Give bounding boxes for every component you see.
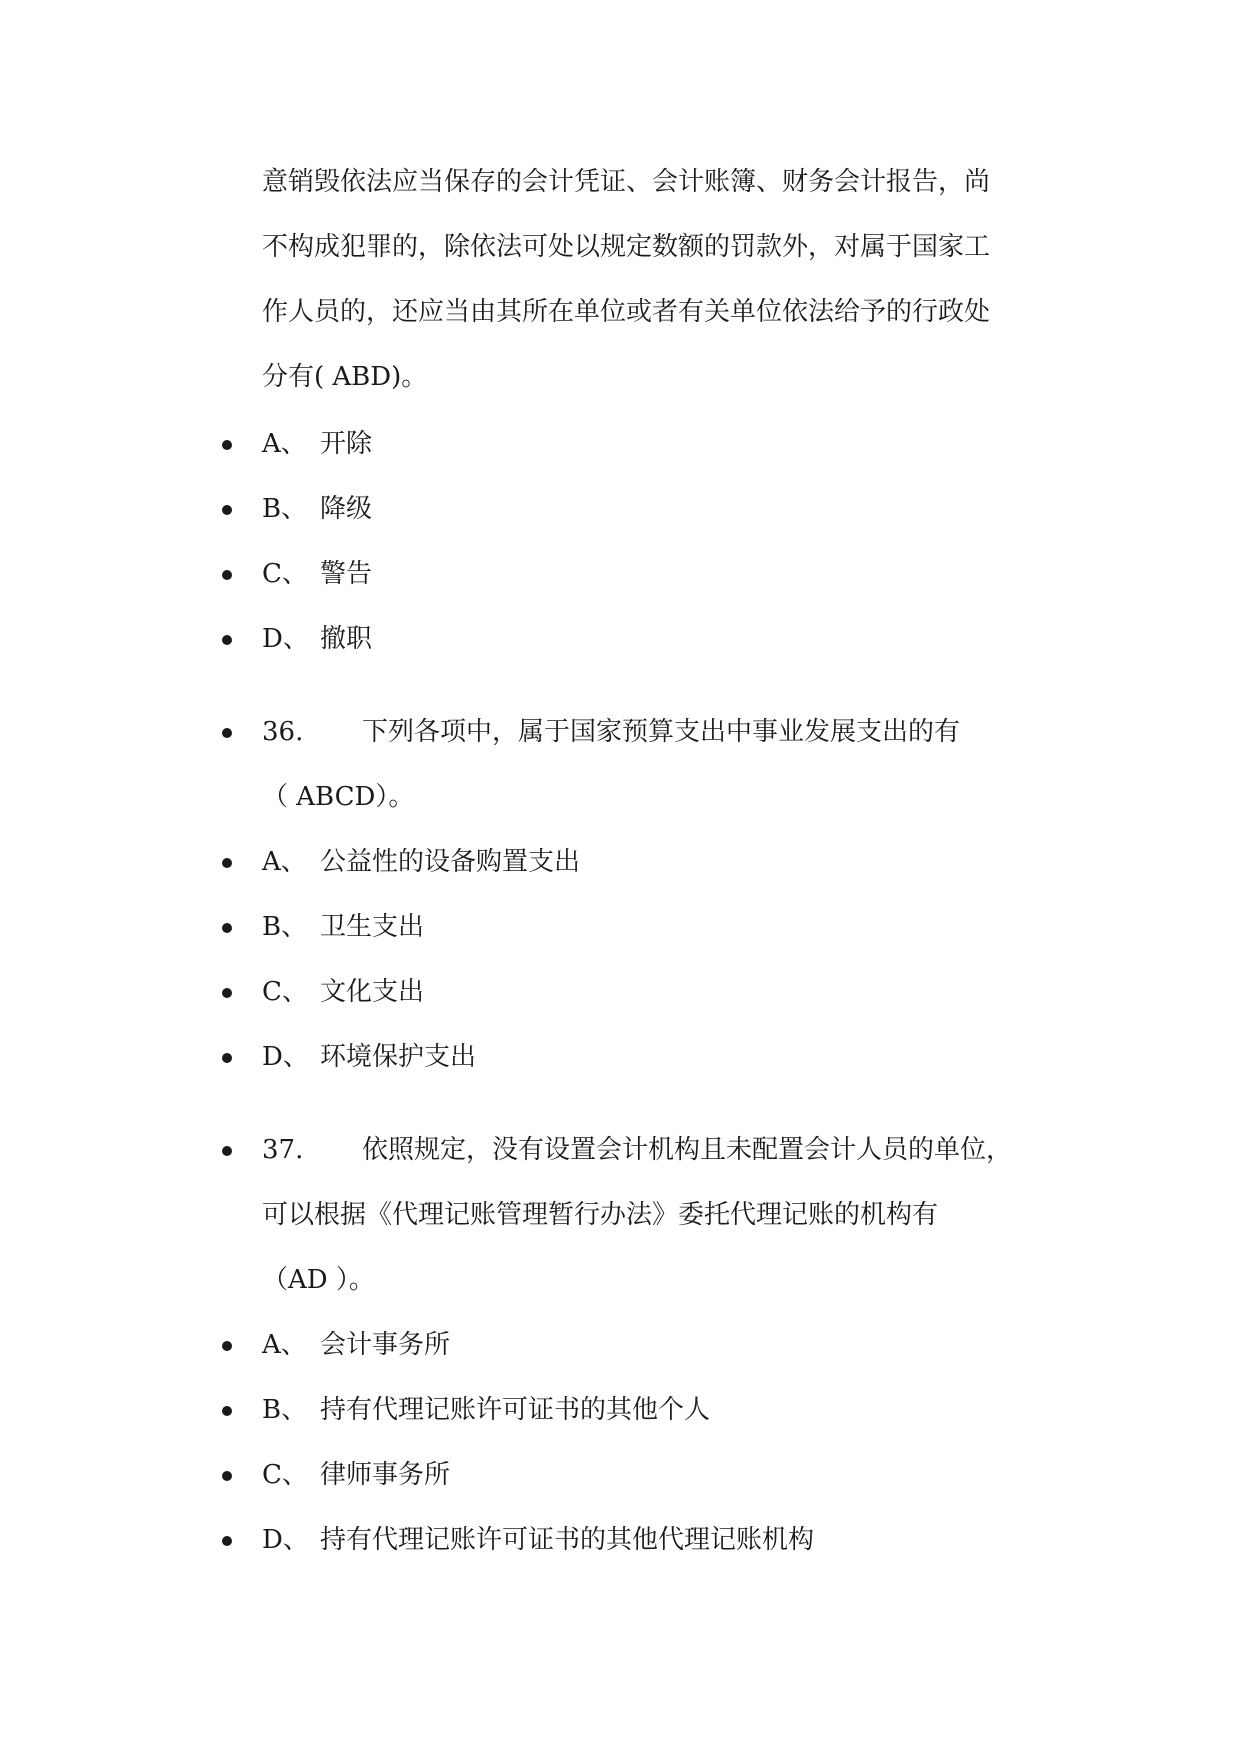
q36-stem-line-1 (262, 715, 1082, 749)
q36-option-b (262, 910, 1082, 944)
q35-option-c (262, 557, 1082, 591)
question-text: 依照规定，没有设置会计机构且未配置会计人员的单位， (362, 1135, 1013, 1165)
option-text: 持有代理记账许可证书的其他个人 (320, 1395, 711, 1425)
option-text: 律师事务所 (320, 1460, 451, 1490)
bullet-icon (222, 1536, 232, 1546)
q36-option-d (262, 1040, 1082, 1074)
q36-option-c (262, 975, 1082, 1009)
option-letter: B、 (262, 494, 308, 524)
q37-stem-line-3: （AD ）。 (262, 1265, 375, 1295)
q35-stem-line-1: 意销毁依法应当保存的会计凭证、会计账簿、财务会计报告，尚 (262, 167, 991, 197)
question-number: 37. (262, 1135, 304, 1165)
q37-option-a (262, 1328, 1082, 1362)
bullet-icon (222, 858, 232, 868)
option-letter: B、 (262, 1395, 308, 1425)
bullet-icon (222, 1146, 232, 1156)
bullet-icon (222, 1406, 232, 1416)
bullet-icon (222, 1471, 232, 1481)
option-text: 会计事务所 (320, 1330, 451, 1360)
option-text: 警告 (320, 559, 373, 589)
option-text: 开除 (320, 429, 373, 459)
q35-stem-line-3: 作人员的，还应当由其所在单位或者有关单位依法给予的行政处 (262, 297, 991, 327)
bullet-icon (222, 570, 232, 580)
q37-stem-line-2: 可以根据《代理记账管理暂行办法》委托代理记账的机构有 (262, 1200, 939, 1230)
option-letter: A、 (262, 429, 307, 459)
q37-option-c (262, 1458, 1082, 1492)
bullet-icon (222, 505, 232, 515)
q37-option-b (262, 1393, 1082, 1427)
q37-stem-line-1 (262, 1133, 1082, 1167)
option-letter: A、 (262, 1330, 307, 1360)
bullet-icon (222, 1341, 232, 1351)
q35-option-a (262, 427, 1082, 461)
option-letter: D、 (262, 1042, 309, 1072)
question-number: 36. (262, 717, 304, 747)
q35-stem-line-4: 分有( ABD)。 (262, 362, 428, 392)
q36-option-a (262, 845, 1082, 879)
option-text: 公益性的设备购置支出 (320, 847, 581, 877)
q35-option-b (262, 492, 1082, 526)
option-text: 撤职 (320, 624, 373, 654)
option-letter: D、 (262, 1525, 309, 1555)
option-letter: C、 (262, 1460, 308, 1490)
bullet-icon (222, 728, 232, 738)
option-letter: C、 (262, 559, 308, 589)
option-letter: D、 (262, 624, 309, 654)
option-letter: A、 (262, 847, 307, 877)
bullet-icon (222, 1053, 232, 1063)
q35-option-d (262, 622, 1082, 656)
q37-option-d (262, 1523, 1082, 1557)
bullet-icon (222, 923, 232, 933)
option-text: 降级 (320, 494, 373, 524)
option-text: 卫生支出 (320, 912, 425, 942)
q35-stem-line-2: 不构成犯罪的，除依法可处以规定数额的罚款外，对属于国家工 (262, 232, 991, 262)
option-letter: C、 (262, 977, 308, 1007)
bullet-icon (222, 440, 232, 450)
option-text: 持有代理记账许可证书的其他代理记账机构 (320, 1525, 815, 1555)
question-text: 下列各项中，属于国家预算支出中事业发展支出的有 (362, 717, 961, 747)
option-text: 环境保护支出 (320, 1042, 477, 1072)
bullet-icon (222, 988, 232, 998)
option-letter: B、 (262, 912, 308, 942)
option-text: 文化支出 (320, 977, 425, 1007)
q36-stem-line-2: （ ABCD）。 (262, 782, 415, 812)
bullet-icon (222, 635, 232, 645)
